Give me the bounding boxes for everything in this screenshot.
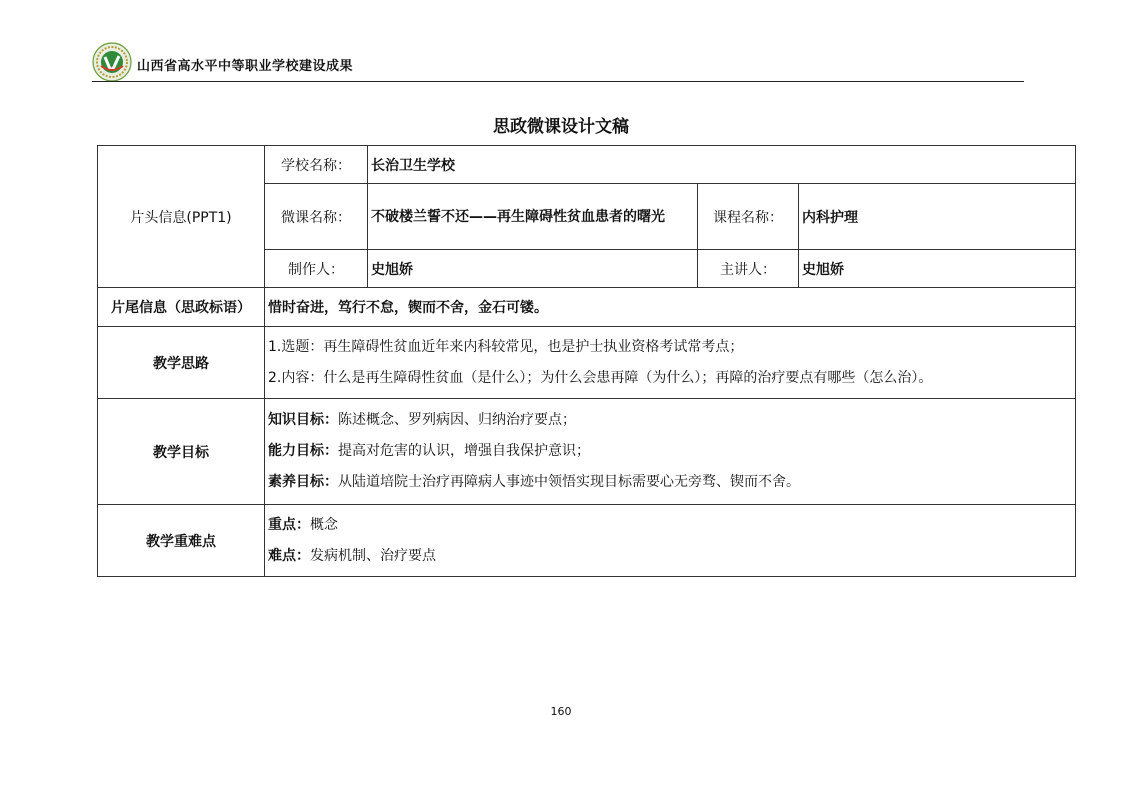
table-row	[98, 288, 1076, 327]
keypoint-line	[268, 510, 1072, 541]
goal-key: 能力目标：	[268, 443, 338, 459]
idea-label: 教学思路	[98, 327, 265, 399]
header-info-label: 片头信息(PPT1)	[98, 146, 265, 288]
school-logo-icon	[92, 42, 132, 82]
goal-key: 素养目标：	[268, 474, 338, 490]
page-number: 160	[550, 705, 572, 718]
goal-line	[268, 467, 1072, 498]
course-value: 内科护理	[799, 184, 1076, 250]
idea-line: 1.选题：再生障碍性贫血近年来内科较常见，也是护士执业资格考试常考点；	[268, 338, 744, 355]
tail-label: 片尾信息（思政标语）	[98, 288, 265, 327]
school-label: 学校名称：	[265, 146, 368, 184]
document-title: 思政微课设计文稿	[493, 117, 629, 137]
goal-line	[268, 405, 1072, 436]
keypoint-key: 重点：	[268, 516, 310, 533]
goal-content	[265, 399, 1076, 505]
goal-text: 从陆道培院士治疗再障病人事迹中领悟实现目标需要心无旁骛、锲而不舍。	[338, 474, 800, 490]
idea-content	[265, 327, 1076, 399]
keypoint-key: 难点：	[268, 547, 310, 564]
micro-label: 微课名称：	[265, 184, 368, 250]
table-row	[98, 146, 1076, 184]
goal-text: 提高对危害的认识，增强自我保护意识；	[338, 443, 590, 459]
author-value: 史旭娇	[368, 250, 698, 288]
keypoint-text: 发病机制、治疗要点	[310, 547, 436, 564]
header-divider	[92, 81, 1024, 82]
tail-value: 惜时奋进，笃行不怠，锲而不舍，金石可镂。	[265, 288, 1076, 327]
idea-line: 2.内容：什么是再生障碍性贫血（是什么）；为什么会患再障（为什么）；再障的治疗要点有哪些（怎么治）。	[268, 369, 933, 386]
goal-line	[268, 436, 1072, 467]
page-header	[92, 42, 1024, 84]
speaker-label: 主讲人：	[698, 250, 799, 288]
table-row	[98, 505, 1076, 577]
keypoint-line	[268, 541, 1072, 572]
course-label: 课程名称：	[698, 184, 799, 250]
keypoint-content	[265, 505, 1076, 577]
goal-text: 陈述概念、罗列病因、归纳治疗要点；	[338, 412, 576, 428]
goal-label: 教学目标	[98, 399, 265, 505]
author-label: 制作人：	[265, 250, 368, 288]
goal-key: 知识目标：	[268, 412, 338, 428]
micro-value: 不破楼兰誓不还——再生障碍性贫血患者的曙光	[368, 184, 698, 250]
org-name: 山西省高水平中等职业学校建设成果	[137, 59, 354, 74]
keypoint-label: 教学重难点	[98, 505, 265, 577]
design-table	[97, 145, 1076, 577]
table-row	[98, 327, 1076, 399]
table-row	[98, 399, 1076, 505]
school-value: 长治卫生学校	[368, 146, 1076, 184]
speaker-value: 史旭娇	[799, 250, 1076, 288]
keypoint-text: 概念	[310, 516, 338, 533]
